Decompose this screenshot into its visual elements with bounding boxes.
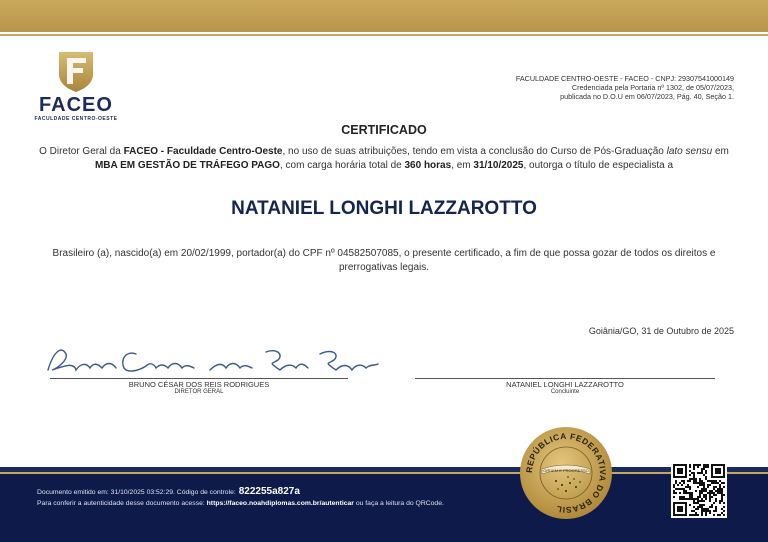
brazil-seal-icon: [518, 425, 614, 521]
signature-line: [415, 378, 715, 379]
seal-outer-text: REPÚBLICA FEDERATIVA DO BRASIL: [523, 430, 609, 516]
course-hours: 360 horas: [404, 160, 452, 171]
control-code: 822255a827a: [238, 486, 300, 497]
intro-text: , com carga horária total de: [279, 160, 405, 171]
institution-name: FACEO - Faculdade Centro-Oeste: [123, 146, 283, 157]
intro-text: O Diretor Geral da: [39, 146, 124, 157]
institution-info-line: FACULDADE CENTRO-OESTE - FACEO - CNPJ: 29307541000149: [515, 74, 734, 83]
institution-info-line: publicada no D.O.U em 06/07/2023, Pág. 40, Seção 1.: [560, 92, 734, 101]
institution-info-line: Credenciada pela Portaria nº 1302, de 05/07/2023,: [571, 83, 734, 92]
graduate-signature-role: Concluinte: [550, 389, 580, 395]
verification-link[interactable]: https://faceo.noahdiplomas.com.br/autenticar: [206, 500, 354, 507]
intro-text: , outorga o título de especialista a: [523, 160, 674, 171]
certificate-intro: [30, 145, 738, 173]
faceo-shield-icon: [28, 50, 124, 94]
footer: [0, 474, 768, 542]
graduate-details: Brasileiro (a), nascido(a) em 20/02/1999, portador(a) do CPF nº 04582507085, o presente certificado, a fim de que possa gozar de todos os direitos e prerrogativas legais.: [52, 248, 716, 273]
top-gold-band: [0, 0, 768, 32]
intro-text: em: [712, 146, 729, 157]
lato-sensu-text: lato sensu: [666, 146, 713, 157]
director-role: DIRETOR GERAL: [174, 389, 224, 395]
emission-text: Documento emitido em: 31/10/2025 03:52:29. Código de controle:: [37, 489, 236, 496]
institution-info: [434, 74, 734, 101]
director-name: BRUNO CÉSAR DOS REIS RODRIGUES: [128, 380, 270, 389]
top-gold-line: [0, 34, 768, 36]
graduate-name: NATANIEL LONGHI LAZZAROTTO: [231, 198, 537, 219]
emission-info: [37, 486, 300, 497]
logo-subtitle: FACULDADE CENTRO-OESTE: [34, 116, 118, 122]
course-name: MBA EM GESTÃO DE TRÁFEGO PAGO: [94, 160, 280, 171]
verification-text: ou faça a leitura do QRCode.: [355, 500, 444, 507]
signature-line: [50, 378, 348, 379]
logo-wordmark: FACEO: [39, 94, 113, 116]
graduate-signature-name: NATANIEL LONGHI LAZZAROTTO: [506, 380, 624, 389]
director-signature-icon: [40, 340, 380, 382]
verification-info: [37, 500, 444, 507]
seal-motto: ORDEM E PROGRESSO: [543, 468, 589, 474]
qrcode-icon[interactable]: [671, 462, 727, 518]
faceo-logo: [28, 50, 124, 122]
certificate-title: CERTIFICADO: [341, 123, 427, 137]
intro-text: , no uso de suas atribuições, tendo em vista a conclusão do Curso de Pós-Graduação: [282, 146, 667, 157]
intro-text: , em: [451, 160, 474, 171]
verification-text: Para conferir a autenticidade desse documento acesse:: [37, 500, 205, 507]
place-date: Goiânia/GO, 31 de Outubro de 2025: [588, 326, 734, 336]
completion-date: 31/10/2025: [473, 160, 524, 171]
